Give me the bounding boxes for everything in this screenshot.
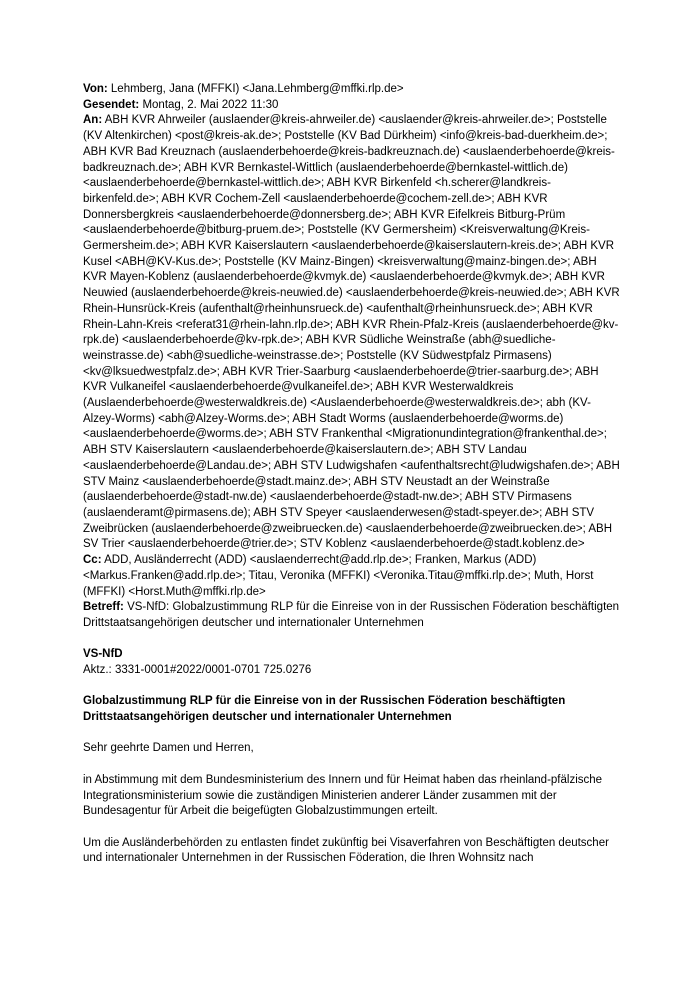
- subject-heading: Globalzustimmung RLP für die Einreise von in der Russischen Föderation beschäftigten Drittstaatsangehörigen deutscher und internationaler Unternehmen: [83, 695, 566, 724]
- header-row-an: [83, 113, 620, 553]
- file-reference: Aktz.: 3331-0001#2022/0001-0701 725.0276: [83, 664, 312, 676]
- von-label: Von:: [83, 83, 108, 95]
- classification-marking: VS-NfD: [83, 648, 123, 661]
- body-paragraph-1: in Abstimmung mit dem Bundesministerium des Innern und für Heimat haben das rheinland-pfälzische Integrationsministerium sowie die zuständigen Ministerien anderer Länder zusammen mit der Bundesagentur für Arbeit die beigefügten Globalzustimmungen erteilt.: [83, 773, 603, 818]
- email-content: [83, 82, 620, 867]
- an-recipient-list: ABH KVR Ahrweiler (auslaender@kreis-ahrweiler.de) <auslaender@kreis-ahrweiler.de>; Poststelle (KV Altenkirchen) <post@kreis-ak.de>; Poststelle (KV Bad Dürkheim) <info@kreis-bad-duerkheim.de>; ABH KVR Bad Kreuznach (auslaenderbehoerde@kreis-badkreuznach.de) <auslaenderbehoerde@kreis-badkreuznach.de>; ABH KVR Bernkastel-Wittlich (auslaenderbehoerde@bernkastel-wittlich.de) <auslaenderbehoerde@bernkastel-wittlich.de>; ABH KVR Birkenfeld <h.scherer@landkreis-birkenfeld.de>; ABH KVR Cochem-Zell <auslaenderbehoerde@cochem-zell.de>; ABH KVR Donnersbergkreis <auslaenderbehoerde@donnersberg.de>; ABH KVR Eifelkreis Bitburg-Prüm <auslaenderbehoerde@bitburg-pruem.de>; Poststelle (KV Germersheim) <Kreisverwaltung@Kreis-Germersheim.de>; ABH KVR Kaiserslautern <auslaenderbehoerde@kaiserslautern-kreis.de>; ABH KVR Kusel <ABH@KV-Kus.de>; Poststelle (KV Mainz-Bingen) <kreisverwaltung@mainz-bingen.de>; ABH KVR Mayen-Koblenz (auslaenderbehoerde@kvmyk.de) <auslaenderbehoerde@kvmyk.de>; ABH KVR Neuwied (auslaenderbehoerde@kreis-neuwied.de) <auslaenderbehoerde@kreis-neuwied.de>; ABH KVR Rhein-Hunsrück-Kreis (aufenthalt@rheinhunsrueck.de) <aufenthalt@rheinhunsrueck.de>; ABH KVR Rhein-Lahn-Kreis <referat31@rhein-lahn.rlp.de>; ABH KVR Rhein-Pfalz-Kreis (auslaenderbehoerde@kv-rpk.de) <auslaenderbehoerde@kv-rpk.de>; ABH KVR Südliche Weinstraße (abh@suedliche-weinstrasse.de) <abh@suedliche-weinstrasse.de>; Poststelle (KV Südwestpfalz Pirmasens) <kv@lksuedwestpfalz.de>; ABH KVR Trier-Saarburg <auslaenderbehoerde@trier-saarburg.de>; ABH KVR Vulkaneifel <auslaenderbehoerde@vulkaneifel.de>; ABH KVR Westerwaldkreis (Auslaenderbehoerde@westerwaldkreis.de) <Auslaenderbehoerde@westerwaldkreis.de>; abh (KV-Alzey-Worms) <abh@Alzey-Worms.de>; ABH Stadt Worms (auslaenderbehoerde@worms.de) <auslaenderbehoerde@worms.de>; ABH STV Frankenthal <Migrationundintegration@frankenthal.de>; ABH STV Kaiserslautern <auslaenderbehoerde@kaiserslautern.de>; ABH STV Landau <auslaenderbehoerde@Landau.de>; ABH STV Ludwigshafen <aufenthaltsrecht@ludwigshafen.de>; ABH STV Mainz <auslaenderbehoerde@stadt.mainz.de>; ABH STV Neustadt an der Weinstraße (auslaenderbehoerde@stadt-nw.de) <auslaenderbehoerde@stadt-nw.de>; ABH STV Pirmasens (auslaenderamt@pirmasens.de); ABH STV Speyer <auslaenderwesen@stadt-speyer.de>; ABH STV Zweibrücken (auslaenderbehoerde@zweibruecken.de) <auslaenderbehoerde@zweibruecken.de>; ABH SV Trier <auslaenderbehoerde@trier.de>; STV Koblenz <auslaenderbehoerde@stadt.koblenz.de>: [83, 114, 620, 551]
- cc-recipient-list: ADD, Ausländerrecht (ADD) <auslaenderrecht@add.rlp.de>; Franken, Markus (ADD) <Markus.Franken@add.rlp.de>; Titau, Veronika (MFFKI) <Veronika.Titau@mffki.rlp.de>; Muth, Horst (MFFKI) <Horst.Muth@mffki.rlp.de>: [83, 554, 594, 598]
- gesendet-value: Montag, 2. Mai 2022 11:30: [139, 98, 279, 111]
- betreff-label: Betreff:: [83, 601, 124, 614]
- an-label: An:: [83, 114, 103, 127]
- header-row-betreff: [83, 600, 620, 631]
- header-row-cc: [83, 553, 620, 600]
- gesendet-label: Gesendet:: [83, 98, 140, 111]
- betreff-value: VS-NfD: Globalzustimmung RLP für die Einreise von in der Russischen Föderation beschäftigten Drittstaatsangehörigen deutscher und internationaler Unternehmen: [83, 601, 620, 629]
- body-paragraph-2: Um die Ausländerbehörden zu entlasten findet zukünftig bei Visaverfahren von Beschäftigten deutscher und internationaler Unternehmen in der Russischen Föderation, die Ihren Wohnsitz nach: [83, 836, 609, 865]
- von-value: Lehmberg, Jana (MFFKI) <Jana.Lehmberg@mffki.rlp.de>: [107, 83, 404, 95]
- header-row-von: [83, 82, 620, 98]
- cc-label: Cc:: [83, 554, 102, 567]
- header-row-gesendet: [83, 98, 620, 114]
- salutation: Sehr geehrte Damen und Herren,: [83, 742, 254, 755]
